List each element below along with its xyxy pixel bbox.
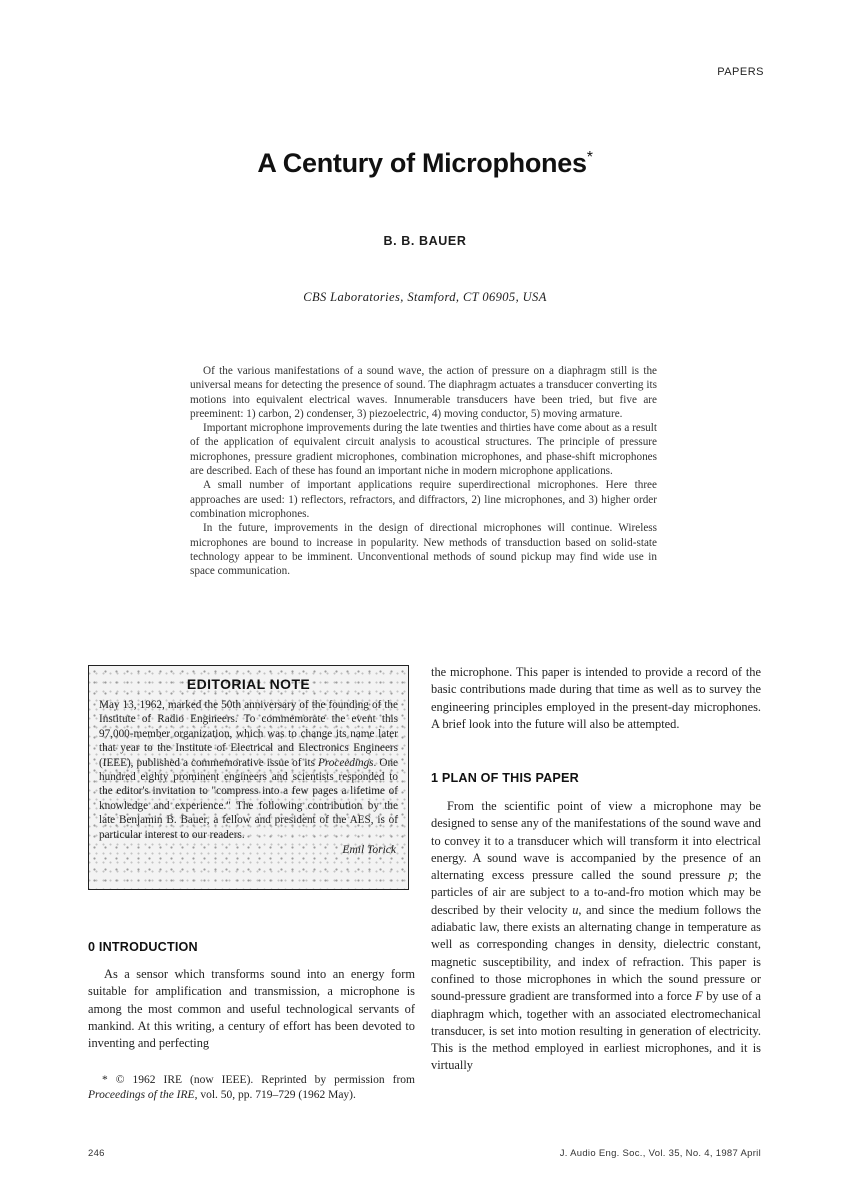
section-heading-plan: 1 PLAN OF THIS PAPER [431, 771, 579, 785]
paragraph: As a sensor which transforms sound into an energy form suitable for amplification and transmission, a microphone is among the most common and useful technological servants of mankind. At this writing, a century of effort has been devoted to inventing and perfecting [88, 967, 415, 1051]
article-title [0, 148, 850, 179]
text-run: by use of a diaphragm which, together with an associated electromechanical transducer, is set into motion resulting in generation of electricity. This is the method employed in earliest microphones, and it is virtually [431, 989, 761, 1073]
title-text: A Century of Microphones [257, 148, 587, 178]
section-heading-introduction: 0 INTRODUCTION [88, 940, 198, 954]
text-run: From the scientific point of view a microphone may be designed to sense any of the manifestations of the sound wave and to convey it to a transducer which will transform it into electrical energy. A sound wave is accompanied by the presence of an alternating excess pressure called the sound pressure [431, 799, 761, 883]
editorial-signature: Emil Torick [342, 844, 396, 857]
footnote-text-part: * © 1962 IRE (now IEEE). Reprinted by permission from [102, 1074, 415, 1086]
title-footnote-mark: * [586, 149, 593, 166]
editorial-text: . One hundred eighty prominent engineers and scientists responded to the editor's invitation to "compress into a few pages a lifetime of knowledge and experience." The following contribution by the late Benjamin B. Bauer, a fellow and president of the AES, is of particular interest to our readers. [99, 756, 398, 841]
editorial-journal-name: Proceedings [318, 756, 374, 769]
footnote-text [88, 1073, 415, 1103]
section-tag: PAPERS [717, 66, 764, 78]
math-variable: F [695, 989, 703, 1004]
abstract [190, 364, 657, 578]
footnote-text-part: , vol. 50, pp. 719–729 (1962 May). [194, 1089, 356, 1101]
editorial-note-body [99, 698, 398, 842]
page-number: 246 [88, 1148, 105, 1159]
math-variable: u [572, 902, 579, 917]
plan-text [431, 798, 761, 1075]
abstract-paragraph: Of the various manifestations of a sound wave, the action of pressure on a diaphragm still is the universal means for detecting the presence of sound. The diaphragm actuates a transducer converting its motions into equivalent electrical waves. Innumerable transducers have been tried, but five are preeminent: 1) carbon, 2) condenser, 3) piezoelectric, 4) moving conductor, 5) moving armature. [190, 365, 657, 420]
footnote [88, 1073, 415, 1103]
text-run: , and since the medium follows the adiabatic law, there exists an alternating change in temperature as well as corresponding changes in density, dielectric constant, magnetic susceptibility, and index of refraction. This paper is confined to those microphones in which the sound pressure or sound-pressure gradient are transformed into a force [431, 902, 761, 1004]
author-affiliation: CBS Laboratories, Stamford, CT 06905, USA [303, 290, 547, 304]
editorial-text: May 13, 1962, marked the 50th anniversary of the founding of the Institute of Radio Engineers. To commemorate the event this 97,000-member organization, which was to change its name later that year to the Institute of Electrical and Electronics Engineers (IEEE), published a commemorative issue of its [99, 699, 398, 769]
abstract-paragraph: Important microphone improvements during the late twenties and thirties have come about as a result of the application of equivalent circuit analysis to acoustical structures. The principle of pressure microphones, pressure gradient microphones, combination microphones, and phase-shift microphones are described. Each of these has found an important niche in modern microphone applications. [190, 422, 657, 478]
text-run: ; the particles of air are subject to a to-and-fro motion which may be described by their velocity [431, 868, 761, 917]
math-variable: p [728, 868, 735, 883]
introduction-text [88, 966, 415, 1052]
abstract-paragraph: In the future, improvements in the design of directional microphones will continue. Wireless microphones are bound to increase in popularity. New methods of transduction based on solid-state technology appear to be imminent. Unconventional methods of sound pickup may find wide use in space communication. [190, 522, 657, 578]
author-name: B. B. BAUER [383, 234, 467, 248]
editorial-note-heading: EDITORIAL NOTE [186, 676, 311, 692]
journal-citation: J. Audio Eng. Soc., Vol. 35, No. 4, 1987 April [559, 1148, 761, 1159]
abstract-paragraph: A small number of important applications require superdirectional microphones. Here three approaches are used: 1) reflectors, refractors, and diffractors, 2) line microphones, and 3) higher order combination microphones. [190, 479, 657, 520]
paragraph: the microphone. This paper is intended to provide a record of the basic contributions made during that time as well as to survey the engineering principles employed in the present-day microphones. A brief look into the future will also be attempted. [431, 665, 761, 731]
footnote-journal: Proceedings of the IRE [88, 1089, 195, 1101]
introduction-continued-text [431, 664, 761, 733]
paragraph [431, 798, 761, 1075]
editorial-note-box [88, 665, 409, 890]
